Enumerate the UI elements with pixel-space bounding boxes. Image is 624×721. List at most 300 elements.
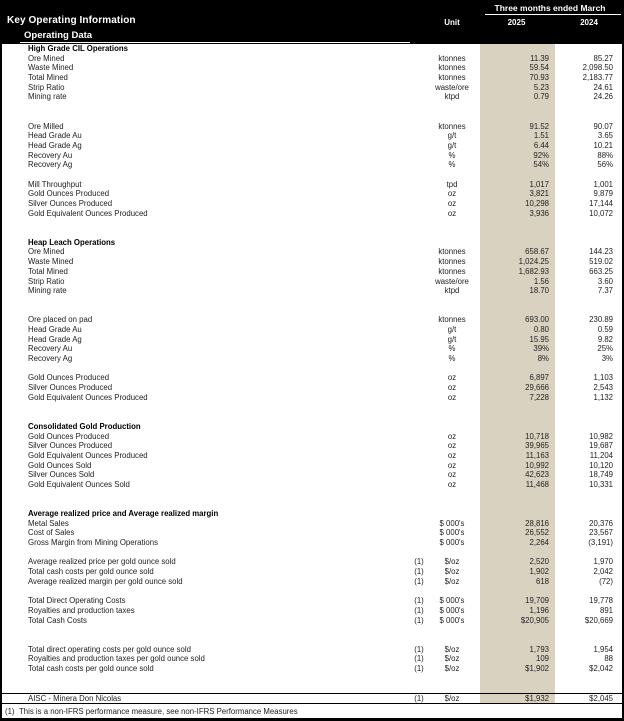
row-value-2025	[480, 296, 555, 306]
row-value-2024	[555, 683, 622, 693]
row-value-2024: 1,132	[593, 392, 613, 402]
row-value-2024: 23,567	[589, 528, 613, 538]
row-footnote-marker	[406, 92, 432, 102]
row-footnote-marker: (1)	[414, 567, 424, 577]
row-label: Total direct operating costs per gold ounce sold	[28, 644, 191, 654]
row-label: Royalties and production taxes per gold ounce sold	[28, 654, 205, 664]
row-value-2024: 9.82	[597, 334, 613, 344]
row-value-2024: $2,042	[589, 664, 613, 673]
row-unit	[432, 218, 472, 228]
row-label: Recovery Ag	[28, 354, 73, 363]
row-unit: $/oz	[444, 557, 460, 567]
row-unit: $ 000's	[439, 596, 465, 606]
row-unit: g/t	[447, 324, 457, 334]
row-value-2025: $1,902	[480, 664, 555, 674]
row-value-2024: 663.25	[589, 266, 613, 276]
row-label: Mining rate	[28, 92, 67, 102]
column-header-2025: 2025	[507, 18, 526, 27]
row-label: Ore placed on pad	[28, 315, 93, 325]
table-row	[2, 277, 622, 287]
row-footnote-marker: (1)	[414, 694, 424, 704]
row-unit: tpd	[446, 179, 458, 189]
row-footnote-marker: (1)	[414, 557, 424, 567]
row-value-2025: 39,965	[480, 441, 555, 451]
table-row	[2, 432, 622, 442]
row-label: Head Grade Ag	[28, 140, 82, 150]
row-footnote-marker: (1)	[414, 576, 424, 586]
row-value-2025: 42,623	[480, 470, 555, 480]
row-value-2025: 1,196	[480, 606, 555, 616]
table-row	[2, 596, 622, 606]
row-gap	[472, 548, 480, 558]
row-gap	[472, 625, 480, 635]
row-footnote-marker	[406, 461, 432, 471]
table-row	[2, 54, 622, 64]
row-unit: oz	[447, 441, 457, 451]
spacer-row	[2, 102, 622, 112]
row-value-2024: 2,042	[593, 567, 613, 577]
row-value-2025: 5.23	[480, 83, 555, 93]
spacer-row	[2, 412, 622, 422]
row-unit: g/t	[447, 131, 457, 141]
row-unit: oz	[447, 460, 457, 470]
row-gap	[472, 92, 480, 102]
row-unit: oz	[447, 431, 457, 441]
row-unit: $ 000's	[439, 528, 465, 538]
row-value-2025	[480, 218, 555, 228]
row-unit: $/oz	[444, 664, 460, 673]
row-value-2025: 109	[480, 654, 555, 664]
row-footnote-marker	[406, 238, 432, 248]
row-value-2024: 17,144	[589, 199, 613, 208]
row-footnote-marker	[406, 548, 432, 558]
row-unit: %	[448, 344, 456, 354]
row-value-2024	[555, 170, 622, 180]
row-footnote-marker	[406, 412, 432, 422]
row-unit	[432, 635, 472, 645]
row-gap	[472, 112, 480, 122]
row-gap	[472, 189, 480, 199]
row-footnote-marker	[406, 286, 432, 296]
period-header: Three months ended March	[494, 3, 606, 13]
table-row	[2, 383, 622, 393]
row-footnote-marker	[406, 480, 432, 490]
row-gap	[472, 218, 480, 228]
row-value-2025: 7,228	[480, 393, 555, 403]
row-label	[2, 674, 406, 684]
table-row	[2, 160, 622, 170]
unit-column-header: Unit	[444, 18, 460, 27]
row-label	[2, 306, 406, 316]
table-row	[2, 315, 622, 325]
row-value-2025: 29,666	[480, 383, 555, 393]
row-gap	[472, 432, 480, 442]
row-value-2025: 2,520	[480, 557, 555, 567]
row-gap	[472, 160, 480, 170]
row-value-2025	[480, 306, 555, 316]
row-value-2025: $20,905	[480, 616, 555, 626]
row-unit: ktpd	[444, 286, 460, 296]
row-label: Recovery Ag	[28, 160, 73, 170]
row-unit: g/t	[447, 334, 457, 344]
row-unit: oz	[447, 383, 457, 393]
row-footnote-marker	[406, 44, 432, 54]
row-value-2024: 1,103	[593, 373, 613, 383]
row-unit	[432, 306, 472, 316]
row-label	[2, 490, 406, 500]
row-gap	[472, 587, 480, 597]
row-footnote-marker	[406, 587, 432, 597]
row-footnote-marker: (1)	[414, 605, 424, 615]
row-value-2024	[555, 112, 622, 122]
row-value-2024	[555, 364, 622, 374]
row-label: Waste Mined	[28, 257, 74, 267]
row-unit: $/oz	[444, 576, 460, 586]
row-value-2025: 11.39	[480, 54, 555, 64]
row-label: Silver Ounces Produced	[28, 199, 113, 208]
row-value-2025	[480, 587, 555, 597]
row-label: Metal Sales	[28, 518, 69, 528]
row-value-2024: 11,204	[589, 450, 613, 460]
row-value-2025: 19,709	[480, 596, 555, 606]
row-value-2024	[555, 44, 622, 54]
row-gap	[472, 451, 480, 461]
row-unit: oz	[447, 189, 457, 199]
row-value-2024: 10,120	[589, 460, 613, 470]
row-value-2025	[480, 499, 555, 509]
row-footnote-marker	[406, 122, 432, 132]
row-value-2025: 693.00	[480, 315, 555, 325]
row-label: Consolidated Gold Production	[28, 421, 141, 431]
row-gap	[472, 141, 480, 151]
row-value-2024	[555, 635, 622, 645]
row-gap	[472, 480, 480, 490]
spacer-row	[2, 683, 622, 693]
row-gap	[472, 596, 480, 606]
table-row	[2, 538, 622, 548]
row-label: AISC - Minera Don Nicolas	[28, 694, 122, 703]
spacer-row	[2, 674, 622, 684]
row-value-2025: 1.51	[480, 131, 555, 141]
row-value-2024: 7.37	[597, 286, 613, 296]
row-label: Gold Ounces Produced	[28, 373, 110, 383]
row-value-2025: 28,816	[480, 519, 555, 529]
row-gap	[472, 393, 480, 403]
row-value-2024	[555, 499, 622, 509]
row-gap	[472, 383, 480, 393]
row-value-2025: 2,264	[480, 538, 555, 548]
row-footnote-marker	[406, 383, 432, 393]
row-value-2025	[480, 44, 555, 54]
row-label: Head Grade Ag	[28, 334, 82, 344]
row-unit: waste/ore	[435, 82, 469, 92]
row-label	[2, 170, 406, 180]
table-row	[2, 654, 622, 664]
row-footnote-marker	[406, 325, 432, 335]
row-footnote-marker	[406, 63, 432, 73]
row-gap	[472, 73, 480, 83]
row-value-2024: 19,778	[589, 596, 613, 606]
row-footnote-marker	[406, 373, 432, 383]
row-unit: ktpd	[444, 92, 460, 102]
row-gap	[472, 306, 480, 316]
row-gap	[472, 102, 480, 112]
row-value-2024	[555, 490, 622, 500]
row-unit	[432, 112, 472, 122]
row-value-2025: 3,821	[480, 189, 555, 199]
row-gap	[472, 44, 480, 54]
row-value-2024: 144.23	[589, 247, 613, 257]
row-unit: oz	[447, 199, 457, 208]
row-value-2024: $20,669	[584, 615, 613, 625]
row-gap	[472, 694, 480, 703]
table-row	[2, 92, 622, 102]
row-footnote-marker	[406, 499, 432, 509]
section-header-row	[2, 422, 622, 432]
row-value-2024: 24.26	[593, 92, 613, 102]
row-value-2025	[480, 402, 555, 412]
row-unit: oz	[447, 392, 457, 402]
row-value-2024: 3.60	[597, 276, 613, 286]
row-value-2025	[480, 412, 555, 422]
row-value-2025: 26,552	[480, 528, 555, 538]
row-unit	[432, 102, 472, 112]
row-value-2025: 0.79	[480, 92, 555, 102]
row-value-2024: 10.21	[593, 140, 613, 150]
row-label: Silver Ounces Sold	[28, 470, 95, 480]
row-value-2025: 10,718	[480, 432, 555, 442]
row-label	[2, 112, 406, 122]
row-label: High Grade CIL Operations	[28, 44, 128, 53]
row-footnote-marker	[406, 315, 432, 325]
row-value-2025: 10,992	[480, 461, 555, 471]
row-footnote-marker	[406, 83, 432, 93]
table-row	[2, 189, 622, 199]
row-label: Recovery Au	[28, 150, 73, 160]
row-unit: $ 000's	[439, 615, 465, 625]
row-value-2024	[555, 102, 622, 112]
row-unit: $/oz	[444, 694, 460, 704]
row-label: Ore Mined	[28, 247, 65, 257]
row-value-2024: 24.61	[593, 82, 613, 92]
row-value-2024	[555, 238, 622, 248]
row-footnote-marker	[406, 451, 432, 461]
table-row	[2, 209, 622, 219]
table-row	[2, 151, 622, 161]
row-value-2025: 1,024.25	[480, 257, 555, 267]
row-gap	[472, 499, 480, 509]
row-value-2025: 54%	[480, 160, 555, 170]
table-row	[2, 199, 622, 209]
spacer-row	[2, 499, 622, 509]
row-footnote-marker	[406, 131, 432, 141]
row-unit	[432, 674, 472, 684]
row-label: Total Cash Costs	[28, 615, 87, 625]
table-row	[2, 451, 622, 461]
row-label: Waste Mined	[28, 63, 74, 73]
period-underline	[485, 14, 621, 15]
row-value-2024	[555, 296, 622, 306]
row-value-2025: 3,936	[480, 209, 555, 219]
column-header-2024: 2024	[580, 18, 598, 27]
row-unit: $/oz	[444, 567, 460, 577]
row-value-2025: 8%	[480, 354, 555, 364]
row-value-2024: 90.07	[593, 121, 613, 131]
row-label: Strip Ratio	[28, 82, 65, 92]
row-value-2024: 56%	[597, 160, 613, 170]
row-footnote-marker	[406, 277, 432, 287]
table-row	[2, 693, 622, 703]
row-footnote-marker	[406, 160, 432, 170]
row-gap	[472, 131, 480, 141]
row-footnote-marker	[406, 151, 432, 161]
row-value-2024: (72)	[599, 576, 613, 586]
row-value-2024: 10,072	[589, 208, 613, 218]
row-gap	[472, 286, 480, 296]
table-row	[2, 286, 622, 296]
row-value-2024: 1,954	[593, 644, 613, 654]
table-row	[2, 257, 622, 267]
row-unit: oz	[447, 479, 457, 489]
row-footnote-marker	[406, 73, 432, 83]
row-gap	[472, 509, 480, 519]
row-unit	[432, 238, 472, 248]
spacer-row	[2, 170, 622, 180]
row-unit	[432, 499, 472, 509]
row-footnote-marker	[406, 267, 432, 277]
row-gap	[472, 519, 480, 529]
row-value-2025: 1,682.93	[480, 267, 555, 277]
row-unit: $ 000's	[439, 605, 465, 615]
row-value-2024: (3,191)	[588, 538, 613, 548]
row-unit	[432, 170, 472, 180]
table-row	[2, 335, 622, 345]
row-footnote-marker	[406, 635, 432, 645]
row-footnote-marker	[406, 393, 432, 403]
row-label	[2, 635, 406, 645]
row-gap	[472, 228, 480, 238]
row-value-2024	[555, 218, 622, 228]
row-gap	[472, 83, 480, 93]
row-gap	[472, 683, 480, 693]
row-footnote-marker	[406, 674, 432, 684]
row-gap	[472, 209, 480, 219]
row-value-2024: 88%	[597, 150, 613, 160]
table-row	[2, 325, 622, 335]
row-gap	[472, 557, 480, 567]
row-footnote-marker	[406, 112, 432, 122]
row-unit: ktonnes	[438, 266, 466, 276]
row-label	[2, 218, 406, 228]
row-value-2024	[555, 509, 622, 519]
row-footnote-marker	[406, 257, 432, 267]
row-value-2025: 11,468	[480, 480, 555, 490]
row-value-2024: $2,045	[589, 694, 613, 704]
table-row	[2, 83, 622, 93]
row-footnote-marker	[406, 422, 432, 432]
row-footnote-marker	[406, 335, 432, 345]
row-value-2025: 92%	[480, 151, 555, 161]
row-value-2025: 6.44	[480, 141, 555, 151]
row-footnote-marker: (1)	[414, 644, 424, 654]
row-label: Average realized margin per gold ounce sold	[28, 576, 183, 586]
row-footnote-marker: (1)	[414, 664, 424, 673]
row-footnote-marker: (1)	[414, 654, 424, 664]
row-footnote-marker	[406, 470, 432, 480]
row-value-2025: 618	[480, 577, 555, 587]
row-gap	[472, 335, 480, 345]
row-label: Mill Throughput	[28, 179, 82, 189]
row-footnote-marker	[406, 189, 432, 199]
row-footnote-marker: (1)	[414, 615, 424, 625]
row-footnote-marker	[406, 509, 432, 519]
row-unit	[432, 44, 472, 54]
row-unit: waste/ore	[435, 276, 469, 286]
row-footnote-marker	[406, 180, 432, 190]
table-row	[2, 373, 622, 383]
row-label: Gold Ounces Sold	[28, 460, 92, 470]
row-value-2025	[480, 490, 555, 500]
row-unit	[432, 587, 472, 597]
table-row	[2, 645, 622, 655]
row-unit	[432, 364, 472, 374]
row-label: Heap Leach Operations	[28, 237, 116, 247]
row-label: Average realized price per gold ounce sold	[28, 557, 176, 567]
table-row	[2, 131, 622, 141]
row-footnote-marker	[406, 683, 432, 693]
row-value-2025: 1.56	[480, 277, 555, 287]
table-row	[2, 247, 622, 257]
table-row	[2, 616, 622, 626]
row-value-2024	[555, 402, 622, 412]
footnote-text: This is a non-IFRS performance measure, see non-IFRS Performance Measures	[19, 706, 298, 716]
row-unit: oz	[447, 450, 457, 460]
row-value-2025: 0.80	[480, 325, 555, 335]
row-label	[2, 102, 406, 112]
row-value-2024: 2,183.77	[582, 73, 613, 83]
row-gap	[472, 199, 480, 209]
row-value-2024: 9,879	[593, 189, 613, 199]
row-gap	[472, 257, 480, 267]
row-unit: ktonnes	[438, 63, 466, 73]
row-gap	[472, 538, 480, 548]
row-gap	[472, 364, 480, 374]
section-header-row	[2, 44, 622, 54]
row-gap	[472, 402, 480, 412]
row-label	[2, 364, 406, 374]
row-label: Ore Mined	[28, 53, 65, 63]
table-row	[2, 577, 622, 587]
row-gap	[472, 528, 480, 538]
row-label: Average realized price and Average realized margin	[28, 509, 219, 518]
row-value-2025: 15.95	[480, 335, 555, 345]
row-label: Total Mined	[28, 73, 68, 83]
row-value-2025	[480, 509, 555, 519]
row-gap	[472, 674, 480, 684]
table-row	[2, 528, 622, 538]
row-label: Gold Equivalent Ounces Produced	[28, 450, 148, 460]
spacer-row	[2, 587, 622, 597]
row-value-2025	[480, 548, 555, 558]
row-footnote-marker: (1)	[414, 596, 424, 606]
row-gap	[472, 277, 480, 287]
table-row	[2, 664, 622, 674]
row-value-2025: 39%	[480, 344, 555, 354]
row-unit	[432, 683, 472, 693]
row-unit: oz	[447, 208, 457, 218]
table-row	[2, 557, 622, 567]
row-value-2024: 10,331	[589, 479, 613, 489]
